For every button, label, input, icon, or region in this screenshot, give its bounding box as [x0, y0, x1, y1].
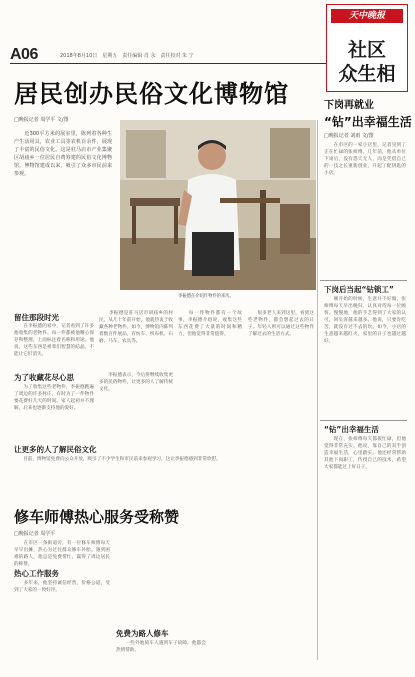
section-heading-3: 让更多的人了解民俗文化 — [14, 445, 97, 454]
column-title-line2: 众生相 — [338, 63, 396, 85]
lead-paragraph: 近300平方米的展室里，陈列着各种生产生活用具，农业工具等农机百余件，展现了丰富的民俗文化。这是驻马店市产业集聚区胡庙乡一位居民自费筹建的民俗文化博物馆。博物馆建成以来，吸引了众多市民前来参观。 — [14, 131, 112, 177]
right-byline: □晚报记者 刘雨 文/图 — [324, 133, 374, 139]
page-number: A06 — [10, 46, 38, 63]
section-heading-2: 为了收藏花尽心思 — [14, 373, 74, 382]
main-headline: 居民创办民俗文化博物馆 — [14, 80, 289, 108]
sub-byline: □晚报记者 周学平 — [14, 531, 56, 537]
right-separator-1 — [320, 280, 407, 281]
sub-section-heading-2: 免费为路人修车 — [116, 629, 169, 638]
photo-illustration — [120, 120, 316, 290]
right-intro-text: 在市区的一家小店里，记者见到了正在忙碌的张师傅。几年前，他从单位下岗后，没有怨天尤人，而是凭借自己的一技之长重新创业，开起了配钥匙的小店。 — [324, 143, 406, 176]
sub-section-heading-1: 热心工作服务 — [14, 569, 59, 578]
main-byline: □晚报记者 周学平 文/图 — [14, 117, 69, 123]
right-separator-2 — [320, 420, 407, 421]
right-section-2-text: 现在，张师傅每天都很忙碌，但他觉得非常充实。他说，靠自己的双手创造幸福生活，心里踏实。他还经常帮助其他下岗职工，传授自己的技术，希望大家都能过上好日子。 — [324, 437, 406, 470]
page-meta: 2018年8月10日 星期五 责任编辑 肖 永 责任校对 朱 宁 — [60, 53, 194, 59]
sub-section-2-text: 一些外地骑车人遇到车子故障，他都会热情帮助。 — [116, 641, 206, 653]
column-text-2: 每一件物件都有一个故事，李振德介绍说，收集这些东西花费了大量的时间和精力，但他觉得非常值得。 — [178, 311, 242, 337]
column-title-line1: 社区 — [347, 39, 386, 61]
section-3-text: 目前，博物馆免费向公众开放，吸引了不少学生和市民前来参观学习，这让李振德感到非常欣慰。 — [14, 457, 221, 462]
column-divider — [317, 120, 318, 660]
article-photo — [120, 120, 316, 290]
column-text-4: 李振德表示，今后将继续收集更多的民俗物件，让更多的人了解传统文化。 — [99, 373, 173, 392]
paper-logo: 天中晚报 — [331, 9, 403, 23]
section-heading-1: 留住那段时光 — [14, 313, 59, 322]
right-section-heading-2: “钻”出幸福生活 — [324, 425, 379, 434]
column-text-3: 很多老人来到这里，看到这些老物件，都会想起过去的日子。年轻人则可以通过这些物件了解过去的生活方式。 — [248, 311, 314, 337]
column-text-1: 李振德是驻马店市胡庙乡的村民，从几十年前开始，他就热衷于收藏各种老物件。如今，博物馆内陈列着数百件展品，有纺车、织布机、石磨、马车、农具等。 — [99, 311, 173, 344]
sub-text: 在市区一条街道旁，有一位修车师傅每天早早出摊，热心为过往群众修车补胎。遇到困难的路人，他总是免费帮忙，赢得了周边居民的称赞。 — [14, 541, 110, 567]
right-section-heading-1: 下岗后当起“钻锁工” — [324, 285, 394, 294]
section-1-text: 在李振德的家中，记者看到了许多他收集的老物件。每一件都被他精心保存和整理，上面标注着名称和用途。他说，这些东西是祖辈们智慧的结晶，不能让它们消失。 — [14, 324, 94, 357]
sub-headline: 修车师傅热心服务受称赞 — [14, 508, 180, 526]
photo-caption: 李振德在介绍什物件的来历。 — [178, 294, 234, 299]
column-brand-box — [326, 4, 408, 92]
sub-section-1-text: 多年来，他坚持诚信经营，价格公道，受到了大家的一致好评。 — [14, 581, 110, 593]
right-kicker: 下岗再就业 — [324, 100, 374, 111]
right-section-1-text: 刚开始的时候，生意并不好做，张师傅每天早出晚归，认真对待每一位顾客。慢慢地，他的手艺得到了大家的认可，回头客越来越多。他说，只要肯吃苦，就没有过不去的坎。如今，小店的生意越来越红火，家里的日子也越过越好。 — [324, 297, 406, 344]
right-headline: “钻”出幸福生活 — [324, 115, 412, 129]
section-2-text: 为了收集这些老物件，李振德跑遍了周边的许多村庄，有时为了一件物件要花费好几天的时间。家人起初并不理解，后来也逐渐支持他的爱好。 — [14, 385, 94, 411]
